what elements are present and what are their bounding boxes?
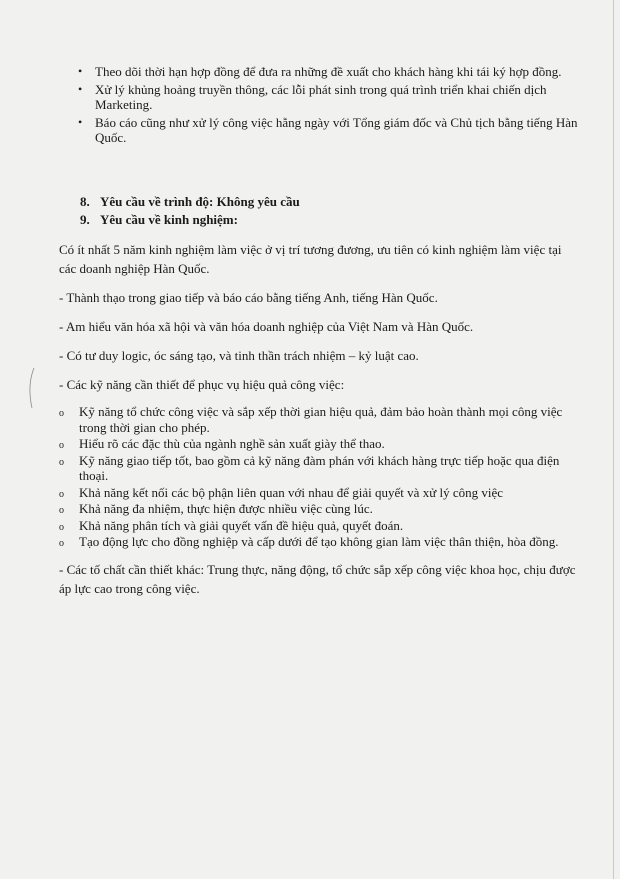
bullet-item: • Theo dõi thời hạn hợp đồng để đưa ra những đề xuất cho khách hàng khi tái ký hợp đồng. — [78, 64, 562, 79]
skill-item: o Khả năng kết nối các bộ phận liên quan với nhau để giải quyết và xử lý công việc — [59, 485, 579, 501]
duty-bullet-list — [78, 64, 598, 148]
skill-item: o Hiểu rõ các đặc thù của ngành nghề sản xuất giày thể thao. — [59, 436, 579, 452]
dash-item: - Có tư duy logic, óc sáng tạo, và tinh thần trách nhiệm – kỷ luật cao. — [59, 348, 419, 363]
dash-item: - Các kỹ năng cần thiết để phục vụ hiệu quả công việc: — [59, 377, 345, 392]
dash-item: - Am hiểu văn hóa xã hội và văn hóa doanh nghiệp của Việt Nam và Hàn Quốc. — [59, 319, 474, 334]
heading-experience: 9. Yêu cầu về kinh nghiệm: — [80, 212, 238, 227]
circle-bullet-icon: o — [59, 505, 64, 516]
scan-edge — [613, 0, 614, 879]
circle-bullet-icon: o — [59, 488, 64, 500]
skill-item: o Khả năng đa nhiệm, thực hiện được nhiều việc cùng lúc. — [59, 501, 579, 517]
circle-bullet-icon: o — [59, 440, 64, 451]
section-headings — [80, 193, 580, 229]
skill-item: o Kỹ năng giao tiếp tốt, bao gồm cả kỹ năng đàm phán với khách hàng trực tiếp hoặc qua điện thoại. — [59, 452, 560, 483]
skill-item: o Khả năng phân tích và giải quyết vấn đề hiệu quả, quyết đoán. — [59, 518, 579, 534]
dash-item: - Thành thạo trong giao tiếp và báo cáo bằng tiếng Anh, tiếng Hàn Quốc. — [59, 290, 438, 305]
skill-item: o Tạo động lực cho đồng nghiệp và cấp dưới để tạo không gian làm việc thân thiện, hòa đồng. — [59, 534, 579, 550]
circle-bullet-icon: o — [59, 456, 64, 468]
closing-paragraph: - Các tố chất cần thiết khác: Trung thực, năng động, tổ chức sắp xếp công việc khoa học, chịu được áp lực cao trong công việc. — [59, 561, 576, 596]
bullet-icon: • — [78, 81, 83, 96]
bullet-item: • Báo cáo cũng như xử lý công việc hằng ngày với Tổng giám đốc và Chủ tịch bằng tiếng Hàn Quốc. — [78, 114, 578, 145]
intro-paragraph: Có ít nhất 5 năm kinh nghiệm làm việc ở vị trí tương đương, ưu tiên có kinh nghiệm làm việc tại các doanh nghiệp Hàn Quốc. — [59, 242, 562, 276]
pen-mark — [26, 366, 36, 410]
skill-item: o Kỹ năng tổ chức công việc và sắp xếp thời gian hiệu quả, đảm bảo hoàn thành mọi công việc trong thời gian cho phép. — [59, 404, 563, 435]
bullet-item: • Xử lý khủng hoảng truyền thông, các lỗi phát sinh trong quá trình triển khai chiến dịch Marketing. — [78, 81, 547, 112]
bullet-icon: • — [78, 114, 83, 129]
circle-bullet-icon: o — [59, 408, 64, 419]
circle-bullet-icon: o — [59, 538, 64, 549]
heading-qualification: 8. Yêu cầu về trình độ: Không yêu cầu — [80, 194, 300, 209]
circle-bullet-icon: o — [59, 521, 64, 533]
experience-section — [59, 240, 579, 608]
bullet-icon: • — [78, 64, 83, 78]
skills-list — [59, 404, 579, 550]
